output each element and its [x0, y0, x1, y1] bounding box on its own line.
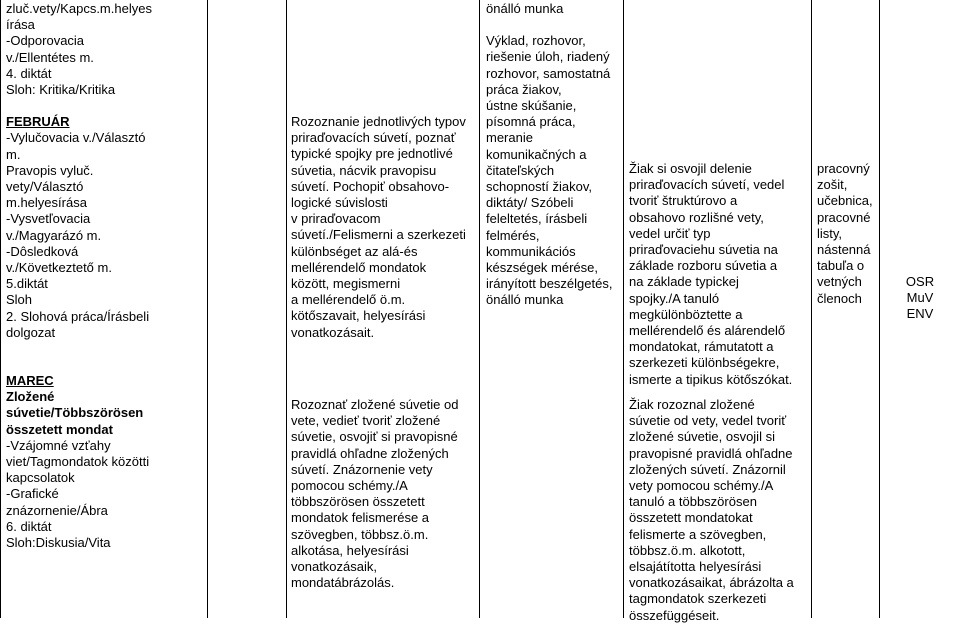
objectives-column: [291, 114, 477, 341]
column-border: [479, 0, 480, 618]
objectives-block-1: Rozoznanie jednotlivých typov priraďovacích súvetí, poznať typické spojky pre jednotlivé súvetia, nácvik pravopisu súvetí. Pochopiť obsahovo- logické súvislosti v priraďovacom súvetí./Felismerni a szerkezeti különbséget az alá-és mellérendelő mondatok között, megismerni a mellérendelő ö.m. kötőszavait, helyesírási vonatkozásait.: [291, 114, 466, 340]
column-border: [207, 0, 208, 618]
column-border: [811, 0, 812, 618]
column-border: [623, 0, 624, 618]
outcomes-block-1: Žiak si osvojil delenie priraďovacích súvetí, vedel tvoriť štruktúrovo a obsahovo rozlišné vety, vedel určiť typ priraďovaciehu súvetia na základe rozboru súvetia a na základe typickej spojky./A tanuló megkülönböztette a mellérendelő és alárendelő mondatokat, rámutatott a szerkezeti különbségekre, ismerte a tipikus kötőszókat.: [629, 161, 793, 387]
crosscurricular-column: [880, 274, 960, 323]
materials-column: [817, 161, 879, 307]
materials-block: pracovný zošit, učebnica, pracovné listy, nástenná tabuľa o vetných členoch: [817, 161, 873, 306]
methods-block-1: önálló munka: [486, 1, 564, 16]
methods-block-2: Výklad, rozhovor, riešenie úloh, riadený rozhovor, samostatná práca žiakov, ústne skúšanie, písomná práca, meranie komunikačných a čitateľských schopností žiakov, diktáty/ Szóbeli feleltetés, írásbeli felmérés, kommunikációs készségek mérése, irányított beszélgetés, önálló munka: [486, 33, 613, 308]
column-border: [0, 0, 1, 618]
outcomes-column-2: [629, 397, 810, 624]
methods-column: [486, 1, 621, 309]
month-heading-february: FEBRUÁR: [6, 114, 70, 130]
objectives-column-2: [291, 397, 477, 591]
topics-block-march: -Vzájomné vzťahy viet/Tagmondatok közötti kapcsolatok -Grafické znázornenie/Ábra 6. diktát Sloh:Diskusia/Vita: [6, 437, 150, 551]
outcomes-column: [629, 161, 810, 388]
topic-heading-compound-sentence: Zložené súvetie/Többszörösen összetett mondat: [6, 389, 144, 437]
objectives-block-2: Rozoznať zložené súvetie od vete, vedieť tvoriť zložené súvetie, osvojiť si pravopisné pravidlá ohľadne zložených súvetí. Znázornenie vety pomocou schémy./A többszörösen összetett mondatok felismerése a szövegben, többsz.ö.m. alkotása, helyesírási vonatkozásaik, mondatábrázolás.: [291, 397, 459, 591]
topics-block-february: -Vylučovacia v./Választó m. Pravopis vyluč. vety/Választó m.helyesírása -Vysvetľovacia v./Magyarázó m. -Dôsledková v./Következtető m. 5.diktát Sloh 2. Slohová práca/Írásbeli dolgozat: [6, 130, 150, 340]
topics-column: [6, 1, 204, 551]
column-border: [286, 0, 287, 618]
outcomes-block-2: Žiak rozoznal zložené súvetie od vety, vedel tvoriť zložené súvetie, osvojil si pravopisné pravidlá ohľadne zložených súvetí. Znázornil vety pomocou schémy./A tanuló a többszörösen összetett mondatokat felismerte a szövegben, többsz.ö.m. alkotott, elsajátította helyesírási vonatkozásaikat, ábrázolta a tagmondatok szerkezeti összefüggéseit.: [629, 397, 794, 623]
month-heading-march: MAREC: [6, 373, 54, 389]
crosscurricular-block: OSR MuV ENV: [905, 274, 935, 322]
topics-block-january: zluč.vety/Kapcs.m.helyes írása -Odporovacia v./Ellentétes m. 4. diktát Sloh: Kritika/Kritika: [6, 1, 152, 98]
